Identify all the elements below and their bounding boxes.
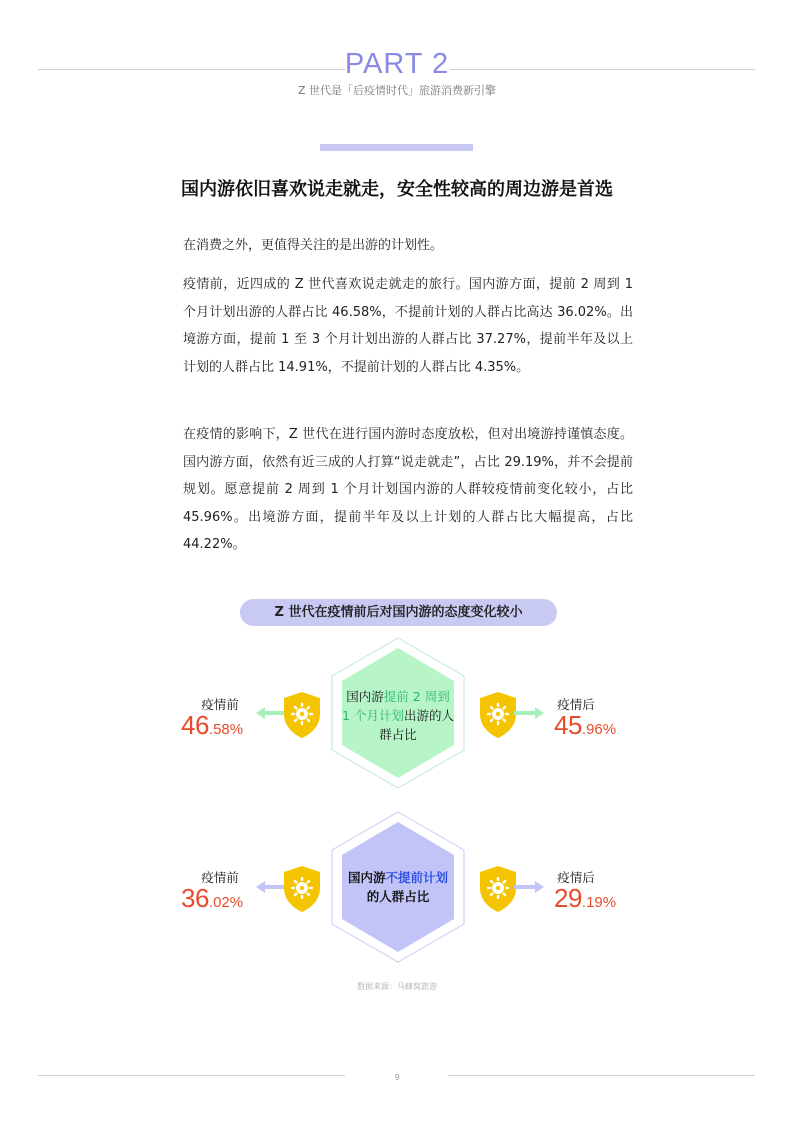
infographic-title: Z 世代在疫情前后对国内游的态度变化较小 — [240, 599, 557, 626]
hexagon-2-text-highlight: 不提前计划 — [385, 870, 449, 885]
part-subtitle: Z 世代是「后疫情时代」旅游消费新引擎 — [297, 84, 497, 97]
virus-shield-icon — [280, 864, 324, 914]
paragraph-1: 在消费之外，更值得关注的是出游的计划性。 — [183, 238, 444, 253]
hexagon-1-text-pre: 国内游 — [346, 689, 384, 704]
part-label: PART 2 — [344, 48, 450, 80]
hexagon-2-text-pre: 国内游 — [347, 870, 386, 885]
data-source: 数据来源：马蜂窝旅游 — [357, 982, 437, 991]
row-1-left-value-int: 46 — [181, 710, 209, 740]
arrow-icon — [514, 881, 544, 893]
row-1-left-value — [181, 710, 243, 741]
row-2-left-value-int: 36 — [181, 883, 209, 913]
row-2-right-label: 疫情后 — [557, 870, 595, 885]
page-title: 国内游依旧喜欢说走就走，安全性较高的周边游是首选 — [181, 179, 613, 200]
hexagon-1-text-highlight: 提前 2 周到 1 个月计划 — [342, 689, 450, 723]
row-2-left-value — [181, 883, 243, 914]
row-1-right-value-dec: .96% — [581, 721, 617, 738]
row-2-right-value-int: 29 — [554, 883, 582, 913]
hexagon-2-text-post: 的人群占比 — [366, 889, 430, 904]
row-2-right-value-dec: .19% — [581, 894, 617, 911]
row-1-left-label: 疫情前 — [201, 697, 239, 712]
row-1-left-value-dec: .58% — [208, 721, 244, 738]
paragraph-3: 在疫情的影响下，Z 世代在进行国内游时态度放松，但对出境游持谨慎态度。国内游方面，依然有近三成的人打算“说走就走”，占比 29.19%，并不会提前规划。愿意提前 2 周到 1 个月计划国内游的人群较疫情前变化较小，占比 45.96%。出境游方面，提前半年及以上计划的人群占比大幅提高，占比 44.22%。 — [183, 427, 633, 552]
row-2-left-value-dec: .02% — [208, 894, 244, 911]
arrow-icon — [514, 707, 544, 719]
paragraph-2: 疫情前，近四成的 Z 世代喜欢说走就走的旅行。国内游方面，提前 2 周到 1 个月计划出游的人群占比 46.58%，不提前计划的人群占比高达 36.02%。出境游方面，提前 1 至 3 个月计划出游的人群占比 37.27%，提前半年及以上计划的人群占比 14.91%，不提前计划的人群占比 4.35%。 — [183, 277, 633, 375]
hexagon-1-text-post: 出游的人群占比 — [379, 708, 454, 742]
row-1-right-label: 疫情后 — [557, 697, 595, 712]
page-number: 9 — [394, 1073, 400, 1082]
virus-shield-icon — [280, 690, 324, 740]
hexagon-1-text — [342, 687, 454, 744]
hexagon-2-text — [346, 868, 450, 906]
row-2-left-label: 疫情前 — [201, 870, 239, 885]
row-2-right-value — [554, 883, 616, 914]
row-1-right-value — [554, 710, 616, 741]
row-1-right-value-int: 45 — [554, 710, 582, 740]
accent-bar — [320, 144, 473, 151]
